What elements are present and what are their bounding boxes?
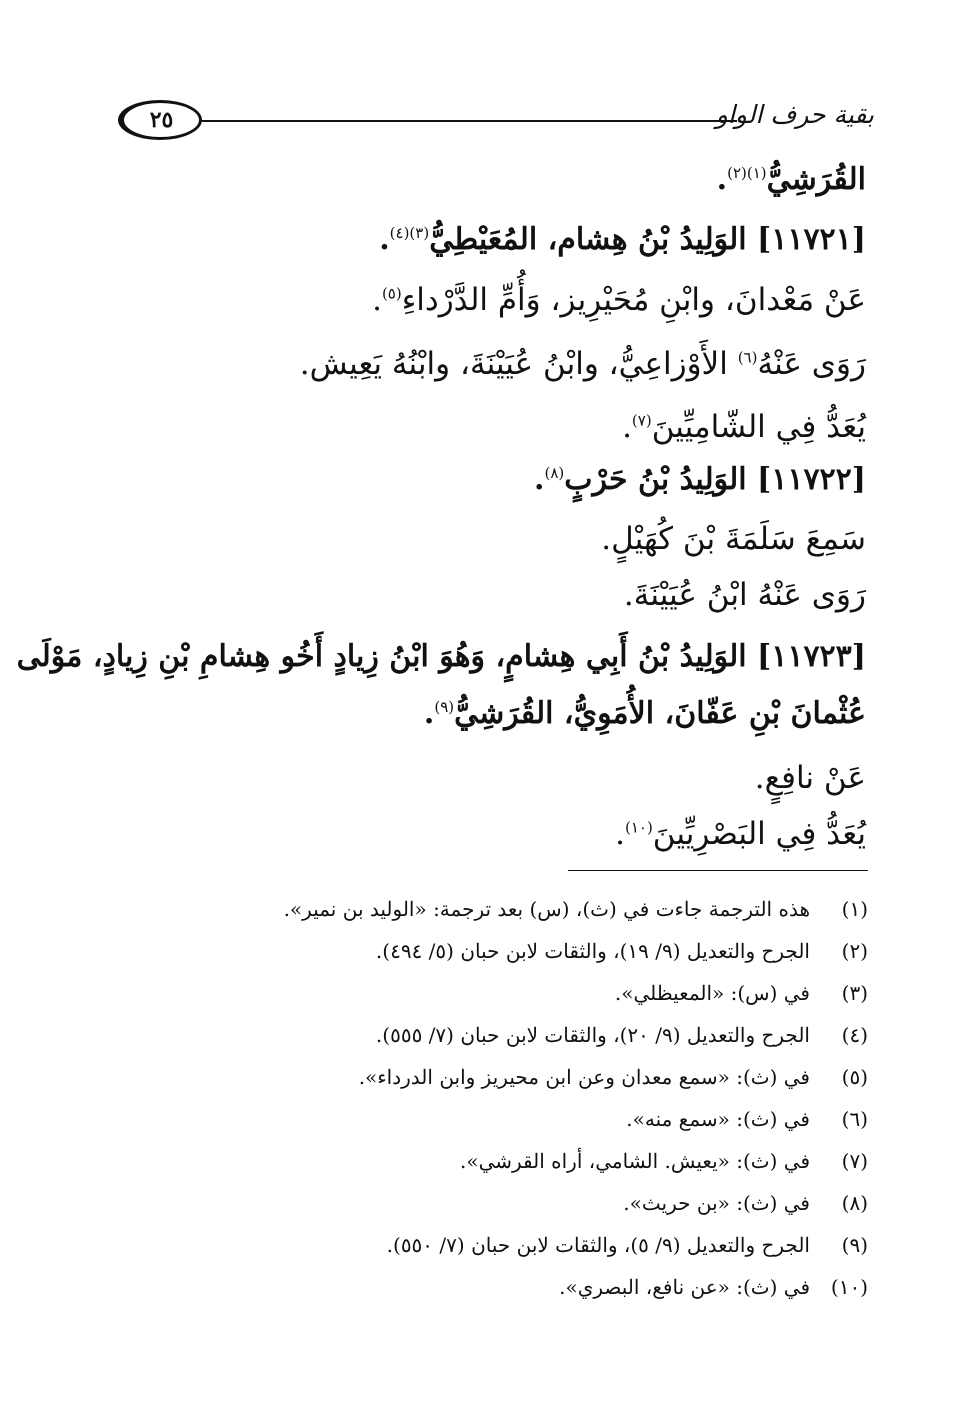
footnote-separator (568, 870, 868, 871)
footnote: (٧)في (ث): «يعيش. الشامي، أراه القرشي». (459, 1149, 868, 1173)
text-line: عَنْ مَعْدانَ، وابْنِ مُحَيْرِيز، وَأُمِّ الدَّرْداءِ$^{(٥)}$. (372, 282, 866, 318)
footnote: (٤)الجرح والتعديل (٩/ ٢٠)، والثقات لابن حبان (٧/ ٥٥٥). (375, 1023, 868, 1047)
text-line: رَوَى عَنْهُ ابْنُ عُيَيْنَةَ. (623, 577, 866, 613)
footnotes (283, 888, 868, 1308)
footnote: (١٠)في (ث): «عن نافع، البصري». (559, 1275, 868, 1299)
entry-heading-11723: [١١٧٢٣] الوَلِيدُ بْنُ أَبِي هِشامٍ، وَهُوَ ابْنُ زِيادٍ أَخُو هِشامِ بْنِ زِيادٍ، مَوْلَى (16, 639, 866, 674)
footnote: (٦)في (ث): «سمع منه». (626, 1107, 868, 1131)
page-header (118, 92, 874, 152)
text-line: عُثْمانَ بْنِ عَفّانَ، الأُمَوِيُّ، القُرَشِيُّ$^{(٩)}$. (423, 696, 866, 731)
page-number: ٢٥ (118, 100, 202, 140)
footnote: (٣)في (س): «المعيظلي». (614, 981, 868, 1005)
footnote: (٢)الجرح والتعديل (٩/ ١٩)، والثقات لابن حبان (٥/ ٤٩٤). (375, 939, 868, 963)
footnote: (٨)في (ث): «بن حريث». (623, 1191, 868, 1215)
running-head: بقية حرف الواو (715, 100, 874, 129)
text-line: يُعَدُّ فِي الشّامِيِّينَ$^{(٧)}$. (622, 409, 866, 445)
text-line: يُعَدُّ فِي البَصْرِيِّينَ$^{(١٠)}$. (615, 816, 866, 852)
footnote: (٥)في (ث): «سمع معدان وعن ابن محيريز وابن الدرداء». (358, 1065, 868, 1089)
entry-heading-11722: [١١٧٢٢] الوَلِيدُ بْنُ حَرْبٍ$^{(٨)}$. (534, 462, 866, 497)
entry-heading-11721: [١١٧٢١] الوَلِيدُ بْنُ هِشام، المُعَيْطِيُّ$^{(٣)(٤)}$. (379, 222, 866, 257)
footnote: (١)هذه الترجمة جاءت في (ث)، (س) بعد ترجمة: «الوليد بن نمير». (283, 897, 868, 921)
text-line: عَنْ نافِعٍ. (754, 760, 866, 796)
text-line: رَوَى عَنْهُ$^{(٦)}$ الأَوْزاعِيُّ، وابْنُ عُيَيْنَةَ، وابْنُهُ يَعِيش. (299, 346, 866, 382)
text-line: القُرَشِيُّ$^{(١)(٢)}$. (716, 162, 866, 197)
header-rule (202, 120, 737, 122)
footnote: (٩)الجرح والتعديل (٩/ ٥)، والثقات لابن حبان (٧/ ٥٥٠). (386, 1233, 868, 1257)
text-line: سَمِعَ سَلَمَةَ بْنَ كُهَيْلٍ. (601, 521, 866, 557)
